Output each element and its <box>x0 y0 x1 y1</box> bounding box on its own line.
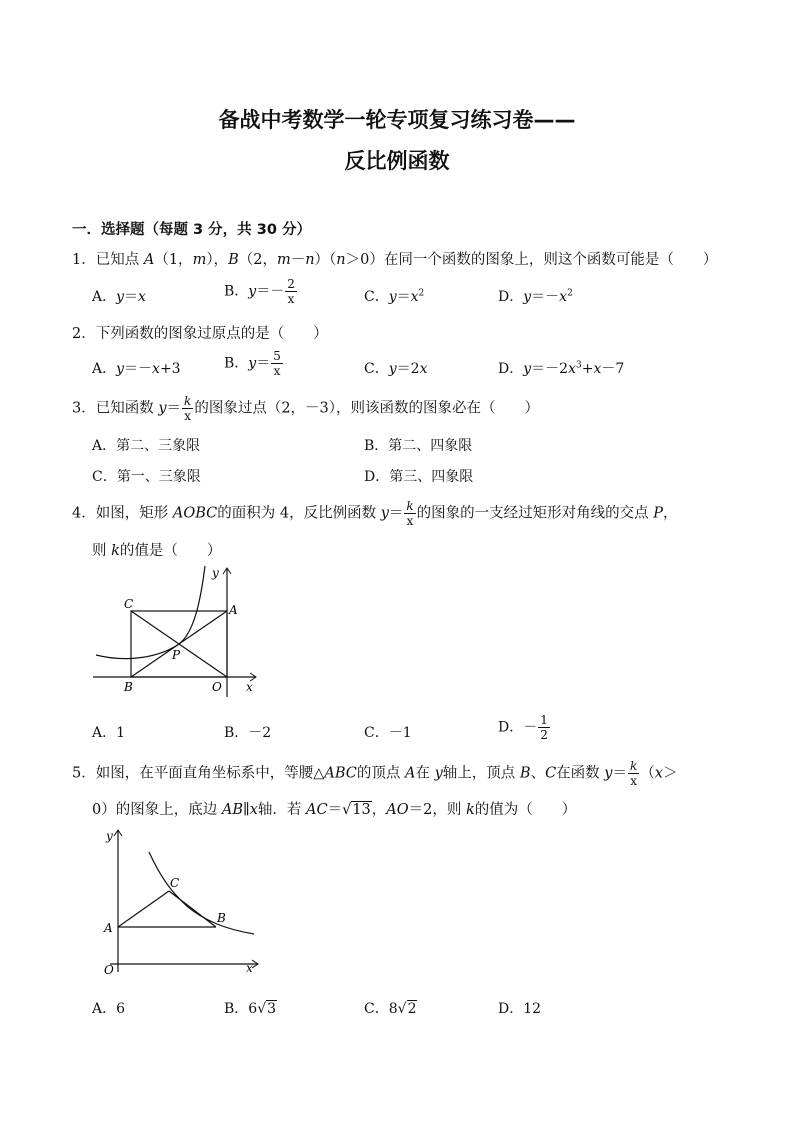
q5-option-c[interactable]: C．8√2 <box>364 1001 417 1017</box>
label-b: B <box>124 680 133 694</box>
label-o: O <box>104 963 114 977</box>
q2-option-c[interactable]: C．y＝2x <box>364 361 428 377</box>
fraction: $\frac{k}{x}$ <box>406 499 414 528</box>
hyperbola-curve <box>149 852 254 934</box>
title-line-2: 反比例函数 <box>344 149 450 173</box>
q5-number: 5． <box>72 765 96 782</box>
label-a: A <box>104 921 113 935</box>
q4-option-c[interactable]: C．－1 <box>364 725 412 741</box>
q5-option-d[interactable]: D．12 <box>498 1001 542 1017</box>
question-4: 4．如图，矩形 AOBC的面积为 4，反比例函数 y＝ $\frac{k}{x}$ 的图象的一支经过矩形对角线的交点 P， <box>72 499 678 528</box>
q1-option-b[interactable]: B．y＝－ $\frac{2}{x}$ <box>224 277 295 306</box>
label-x: x <box>246 680 253 694</box>
fraction: $\frac{5}{x}$ <box>273 349 281 378</box>
q2-option-b[interactable]: B．y＝ $\frac{5}{x}$ <box>224 349 281 378</box>
label-c: C <box>124 597 134 611</box>
label-y: y <box>212 566 219 580</box>
q1-option-a[interactable]: A．y＝x <box>92 289 146 305</box>
q4-option-d[interactable]: D．－ $\frac{1}{2}$ <box>498 713 548 742</box>
q3-option-b[interactable]: B．第二、四象限 <box>364 438 473 454</box>
q3-option-a[interactable]: A．第二、三象限 <box>92 438 201 454</box>
label-a: A <box>229 603 238 617</box>
question-5-line-2: 0）的图象上，底边 AB∥x轴．若 AC＝√13，AO＝2，则 k的值为（ ） <box>92 802 577 818</box>
title-line-1: 备战中考数学一轮专项复习练习卷—— <box>218 108 576 132</box>
q3-option-d[interactable]: D．第三、四象限 <box>364 469 474 485</box>
question-4-line-2: 则 k的值是（ ） <box>92 543 222 559</box>
label-x: x <box>246 961 253 975</box>
fraction: $\frac{k}{x}$ <box>629 759 638 788</box>
q4-figure <box>88 562 263 702</box>
hyperbola-curve <box>96 566 205 659</box>
label-c: C <box>170 876 180 890</box>
sqrt: √3 <box>257 1001 277 1017</box>
section-heading: 一．选择题（每题 3 分，共 30 分） <box>72 222 311 238</box>
question-3: 3．已知函数 y＝ $\frac{k}{x}$ 的图象过点（2，－3），则该函数的图象必在（ ） <box>72 394 540 423</box>
fraction: $\frac{1}{2}$ <box>540 713 548 742</box>
segment-cb <box>169 891 216 927</box>
q5-option-b[interactable]: B．6√3 <box>224 1001 277 1017</box>
q3-option-c[interactable]: C．第一、三象限 <box>92 469 201 485</box>
sqrt: √13 <box>342 802 371 818</box>
q2-option-d[interactable]: D．$y=-2x^3+x-7$ <box>498 360 625 377</box>
q2-option-a[interactable]: A．y＝－x+3 <box>92 361 181 377</box>
label-o: O <box>212 680 222 694</box>
q5-option-a[interactable]: A．6 <box>92 1001 126 1017</box>
segment-ac <box>118 891 169 927</box>
q4-option-b[interactable]: B．－2 <box>224 725 272 741</box>
fraction: $\frac{k}{x}$ <box>184 394 192 423</box>
question-2: 2．下列函数的图象过原点的是（ ） <box>72 326 328 342</box>
label-b: B <box>217 911 226 925</box>
label-p: P <box>172 648 181 662</box>
q3-number: 3． <box>72 400 96 417</box>
sqrt: √2 <box>397 1001 417 1017</box>
q2-number: 2． <box>72 326 96 342</box>
q4-option-a[interactable]: A．1 <box>92 725 126 741</box>
q5-figure <box>96 824 266 980</box>
fraction: $\frac{2}{x}$ <box>287 277 295 306</box>
q4-number: 4． <box>72 505 96 522</box>
question-1: 1．已知点 A（1，m），B（2，m－n）（n＞0）在同一个函数的图象上，则这个函数可能是（ ） <box>72 252 718 268</box>
label-y: y <box>106 829 113 843</box>
question-5: 5．如图，在平面直角坐标系中，等腰△ABC的顶点 A在 y轴上，顶点 B、C在函数 y＝ $\frac{k}{x}$ （x＞ <box>72 759 678 788</box>
q1-number: 1． <box>72 252 96 268</box>
q1-option-d[interactable]: D．$y=-x^2$ <box>498 288 573 305</box>
q1-option-c[interactable]: C．$y=x^2$ <box>364 288 425 305</box>
